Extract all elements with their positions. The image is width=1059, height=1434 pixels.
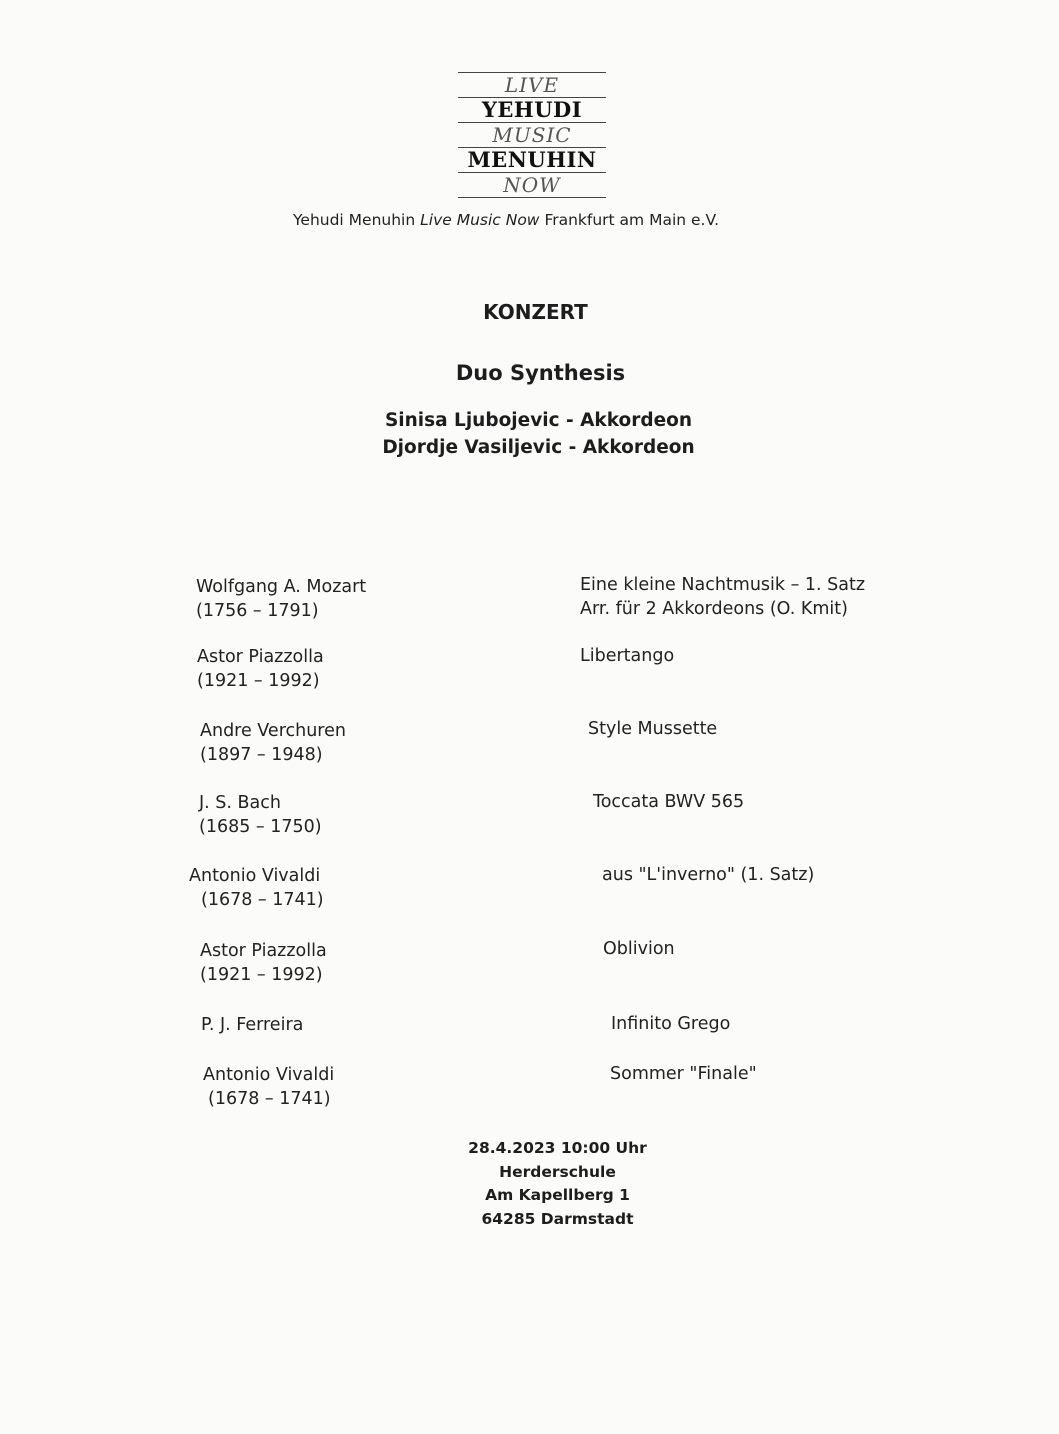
program-composer	[199, 791, 322, 839]
program-work	[593, 790, 744, 814]
program-composer	[196, 575, 366, 623]
logo-line-now: NOW	[458, 172, 606, 198]
performer-1: Sinisa Ljubojevic - Akkordeon	[384, 410, 693, 431]
work-title: Eine kleine Nachtmusik – 1. Satz	[580, 575, 866, 595]
program-work	[588, 717, 717, 741]
composer-dates: (1897 – 1948)	[200, 745, 323, 765]
program-work	[611, 1012, 730, 1036]
composer-dates: (1678 – 1741)	[208, 1089, 331, 1109]
program-composer	[201, 1013, 303, 1037]
logo-line-yehudi: YEHUDI	[458, 97, 606, 122]
logo-line-menuhin: MENUHIN	[458, 147, 606, 172]
composer-dates: (1921 – 1992)	[200, 965, 323, 985]
work-title: Libertango	[580, 646, 675, 666]
composer-dates: (1921 – 1992)	[197, 671, 320, 691]
program-work	[603, 937, 675, 961]
program-composer	[189, 864, 324, 912]
event-datetime: 28.4.2023 10:00 Uhr	[468, 1139, 647, 1157]
composer-name: Antonio Vivaldi	[203, 1065, 335, 1085]
work-title: aus "L'inverno" (1. Satz)	[602, 865, 815, 885]
performer-2: Djordje Vasiljevic - Akkordeon	[382, 437, 695, 458]
work-title: Style Mussette	[588, 719, 718, 739]
organization-italic: Live Music Now	[420, 211, 540, 229]
live-music-now-logo	[458, 72, 606, 198]
event-street: Am Kapellberg 1	[485, 1186, 630, 1204]
composer-dates: (1756 – 1791)	[196, 601, 319, 621]
composer-name: J. S. Bach	[199, 793, 281, 813]
program-composer	[200, 939, 327, 987]
ensemble-name: Duo Synthesis	[455, 361, 626, 385]
program-work	[610, 1062, 757, 1086]
composer-dates: (1678 – 1741)	[201, 890, 324, 910]
program-work	[602, 863, 814, 887]
work-title: Sommer "Finale"	[610, 1064, 757, 1084]
composer-name: Antonio Vivaldi	[189, 866, 321, 886]
program-work	[580, 644, 674, 668]
composer-name: Wolfgang A. Mozart	[196, 577, 367, 597]
page-title: KONZERT	[483, 300, 588, 324]
work-arrangement: Arr. für 2 Akkordeons (O. Kmit)	[580, 599, 848, 619]
program-composer	[203, 1063, 334, 1111]
organization-name	[293, 211, 793, 229]
program-composer	[197, 645, 324, 693]
program-work	[580, 573, 865, 621]
organization-prefix: Yehudi Menuhin	[293, 211, 416, 229]
event-venue: Herderschule	[499, 1162, 616, 1181]
event-city: 64285 Darmstadt	[481, 1209, 634, 1228]
work-title: Oblivion	[603, 939, 675, 959]
composer-name: Andre Verchuren	[200, 721, 346, 741]
work-title: Infinito Grego	[611, 1014, 731, 1034]
composer-dates: (1685 – 1750)	[199, 817, 322, 837]
event-details	[0, 1137, 1059, 1231]
organization-suffix: Frankfurt am Main e.V.	[544, 211, 720, 229]
logo-line-live: LIVE	[458, 72, 606, 97]
composer-name: Astor Piazzolla	[197, 647, 324, 667]
composer-name: P. J. Ferreira	[201, 1015, 304, 1035]
composer-name: Astor Piazzolla	[200, 941, 327, 961]
work-title: Toccata BWV 565	[593, 792, 745, 812]
program-composer	[200, 719, 346, 767]
performers-list	[0, 407, 1059, 461]
logo-line-music: MUSIC	[458, 122, 606, 147]
